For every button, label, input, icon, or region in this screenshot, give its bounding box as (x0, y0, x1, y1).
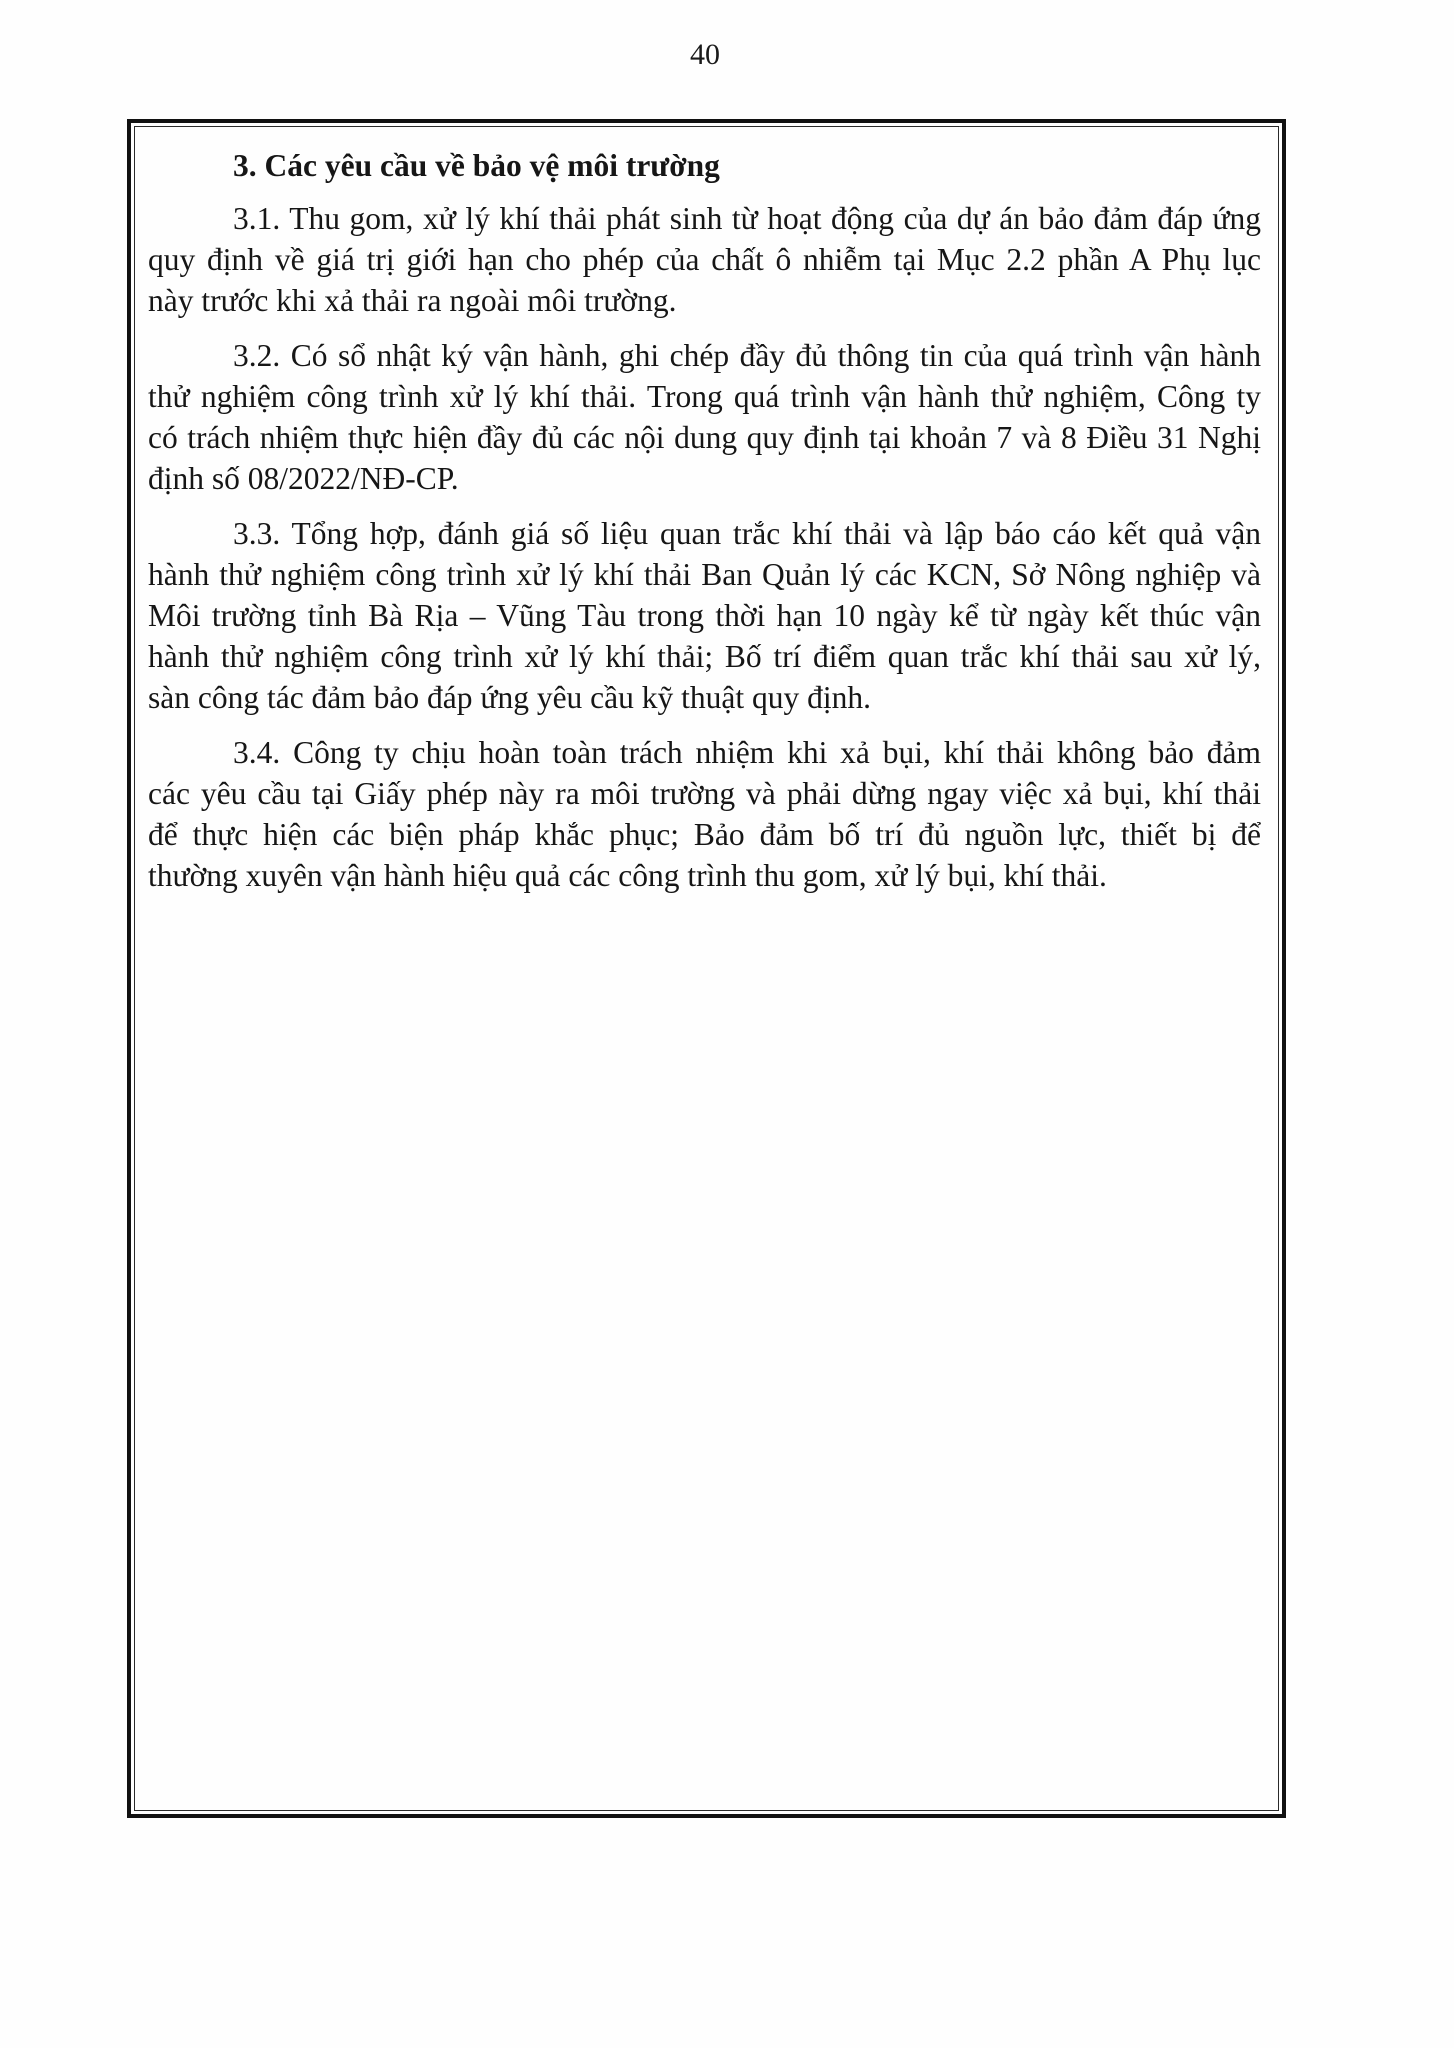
paragraph-line: hành thử nghiệm công trình xử lý khí thải; Bố trí điểm quan trắc khí thải sau xử lý, (148, 639, 1261, 674)
paragraph-line: sàn công tác đảm bảo đáp ứng yêu cầu kỹ thuật quy định. (148, 680, 872, 715)
paragraph-line: thử nghiệm công trình xử lý khí thải. Trong quá trình vận hành thử nghiệm, Công ty (148, 379, 1261, 414)
paragraph-line: quy định về giá trị giới hạn cho phép của chất ô nhiễm tại Mục 2.2 phần A Phụ lục (148, 242, 1261, 277)
paragraph-line: để thực hiện các biện pháp khắc phục; Bảo đảm bố trí đủ nguồn lực, thiết bị để (148, 817, 1261, 852)
page-number: 40 (690, 38, 720, 71)
paragraph-line: thường xuyên vận hành hiệu quả các công trình thu gom, xử lý bụi, khí thải. (148, 858, 1107, 893)
paragraph-line: có trách nhiệm thực hiện đầy đủ các nội dung quy định tại khoản 7 và 8 Điều 31 Nghị (148, 420, 1261, 455)
paragraph-line: các yêu cầu tại Giấy phép này ra môi trường và phải dừng ngay việc xả bụi, khí thải (148, 776, 1261, 811)
paragraph-line: hành thử nghiệm công trình xử lý khí thải Ban Quản lý các KCN, Sở Nông nghiệp và (148, 557, 1261, 592)
paragraph-line: 3.1. Thu gom, xử lý khí thải phát sinh từ hoạt động của dự án bảo đảm đáp ứng (233, 201, 1261, 236)
paragraph-line: định số 08/2022/NĐ-CP. (148, 461, 459, 496)
paragraph-line: này trước khi xả thải ra ngoài môi trường. (148, 283, 677, 318)
paragraph-3-2 (148, 335, 1261, 499)
paragraph-line: 3.2. Có sổ nhật ký vận hành, ghi chép đầy đủ thông tin của quá trình vận hành (233, 338, 1261, 373)
paragraph-3-4 (148, 732, 1261, 896)
paragraph-3-1 (148, 198, 1261, 321)
paragraph-line: Môi trường tỉnh Bà Rịa – Vũng Tàu trong thời hạn 10 ngày kể từ ngày kết thúc vận (148, 598, 1261, 633)
section-content (148, 145, 1261, 896)
section-heading: 3. Các yêu cầu về bảo vệ môi trường (233, 148, 720, 183)
paragraph-line: 3.4. Công ty chịu hoàn toàn trách nhiệm khi xả bụi, khí thải không bảo đảm (233, 735, 1261, 770)
paragraph-3-3 (148, 513, 1261, 718)
paragraph-line: 3.3. Tổng hợp, đánh giá số liệu quan trắc khí thải và lập báo cáo kết quả vận (233, 516, 1261, 551)
